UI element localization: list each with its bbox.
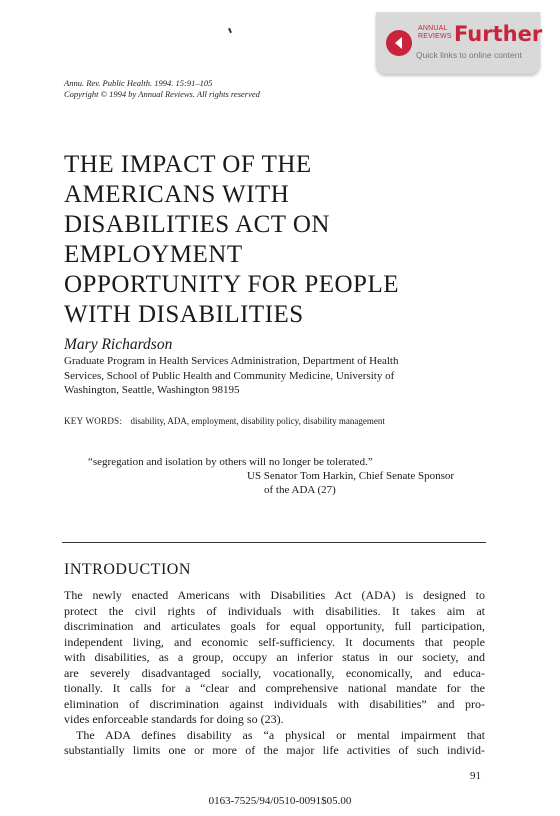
page-number: 91 [470, 770, 481, 782]
body-line: The ADA defines disability as “a physical or mental impairment that [76, 727, 485, 742]
title-line: DISABILITIES ACT ON [64, 211, 330, 238]
body-line: are severely disadvantaged socially, vocationally, economically, and educa- [64, 665, 485, 680]
title-line: OPPORTUNITY FOR PEOPLE [64, 271, 399, 298]
author-affiliation [64, 354, 484, 398]
badge-subtitle: Quick links to online content [416, 50, 522, 60]
section-heading: INTRODUCTION [64, 561, 191, 578]
title-line: AMERICANS WITH [64, 181, 290, 208]
keywords-label: KEY WORDS: [64, 416, 123, 426]
epigraph-quote: “segregation and isolation by others will no longer be tolerated.” [88, 456, 373, 468]
keywords-text: disability, ADA, employment, disability policy, disability management [130, 416, 385, 426]
body-line: substantially limits one or more of the major life activities of such individ- [64, 743, 485, 757]
body-text [64, 588, 485, 759]
title-line: EMPLOYMENT [64, 241, 243, 268]
citation-line-1: Annu. Rev. Public Health. 1994. 15:91–105 [64, 78, 213, 88]
epigraph-attribution-line-2: of the ADA (27) [264, 484, 336, 496]
body-line: tionally. It calls for a “clear and comprehensive national mandate for the [64, 681, 485, 695]
keywords [64, 416, 385, 426]
play-triangle-icon [386, 30, 412, 56]
body-line: with disabilities, as a group, occupy an inferior status in our society, and [64, 650, 485, 664]
epigraph-attribution-line-1: US Senator Tom Harkin, Chief Senate Sponsor [247, 470, 455, 482]
affiliation-line: Washington, Seattle, Washington 98195 [64, 384, 240, 396]
section-divider [62, 542, 486, 543]
badge-further-label: Further [454, 22, 543, 46]
title-line: THE IMPACT OF THE [64, 151, 312, 178]
body-line: discrimination and articulates goals for equal opportunity, full participation, [64, 619, 485, 633]
affiliation-line: Graduate Program in Health Services Administration, Department of Health [64, 355, 399, 367]
author-name: Mary Richardson [64, 336, 173, 353]
body-line: vides enforceable standards for doing so (23). [64, 712, 284, 726]
article-title [64, 150, 484, 330]
body-line: independent living, and economic self-sufficiency. It documents that people [64, 634, 485, 649]
stray-mark [228, 28, 232, 33]
body-line: elimination of discrimination against individuals with disabilities” and pro- [64, 696, 485, 711]
citation-line-2: Copyright © 1994 by Annual Reviews. All rights reserved [64, 89, 260, 99]
body-line: protect the civil rights of individuals with disabilities. It takes aim at [64, 603, 485, 618]
affiliation-line: Services, School of Public Health and Community Medicine, University of [64, 369, 395, 382]
title-line: WITH DISABILITIES [64, 301, 304, 328]
body-line: The newly enacted Americans with Disabilities Act (ADA) is designed to [64, 588, 485, 602]
annual-reviews-further-badge[interactable] [376, 12, 543, 74]
footer-code: 0163-7525/94/0510-0091$05.00 [208, 795, 352, 807]
badge-publisher-label: ANNUAL REVIEWS [418, 25, 452, 40]
